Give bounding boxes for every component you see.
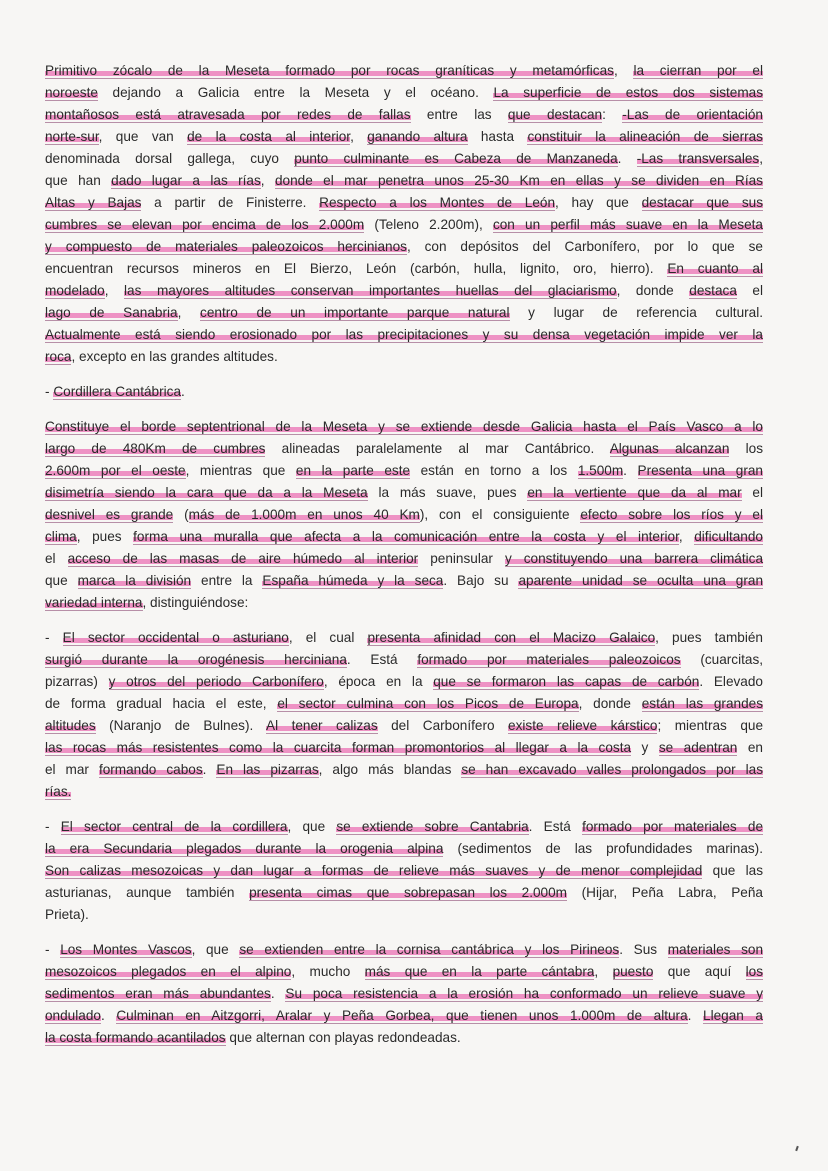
highlighted-text: se adentran	[658, 740, 738, 755]
text-segment: (	[173, 507, 189, 522]
highlighted-text: materiales son	[667, 942, 764, 957]
highlighted-text: En cuanto al	[667, 261, 764, 276]
highlighted-text: se extiende sobre Cantabria	[336, 819, 529, 834]
highlighted-text: Llegan a	[703, 1008, 763, 1023]
text-segment: en	[737, 740, 763, 755]
text-segment: y lugar de referencia cultural.	[509, 305, 764, 320]
highlighted-text: que se formaron las capas de carbón	[433, 674, 700, 689]
highlighted-text: las rocas más resistentes como la cuarcita forman promontorios al llegar a la costa	[45, 740, 632, 755]
text-line	[45, 280, 763, 302]
text-line	[45, 416, 763, 438]
highlighted-text: altitudes	[45, 718, 96, 733]
highlighted-text: Algunas alcanzan	[609, 441, 730, 456]
highlighted-text: las mayores altitudes conservan importantes huellas del glaciarismo	[124, 283, 617, 298]
text-segment: ; mientras que	[657, 718, 764, 733]
highlighted-text: montañosos está atravesada por redes de fallas	[45, 107, 411, 122]
text-line	[45, 236, 763, 258]
text-segment: el	[741, 485, 763, 500]
highlighted-text: España húmeda y la seca	[262, 573, 444, 588]
text-segment: , mientras que	[185, 463, 296, 478]
highlighted-text: disimetría siendo la cara que da a la Meseta	[45, 485, 368, 500]
highlighted-text: -Las de orientación	[622, 107, 763, 122]
paragraph	[45, 627, 763, 803]
paragraph	[45, 60, 763, 368]
text-line	[45, 1005, 763, 1027]
text-segment: .	[100, 1008, 117, 1023]
text-segment: , el cual	[288, 630, 368, 645]
text-segment: .	[617, 151, 637, 166]
text-segment: encuentran recursos mineros en El Bierzo, León (carbón, hulla, lignito, oro, hierro).	[45, 261, 668, 276]
text-segment: que han	[45, 173, 112, 188]
highlighted-text: -Las transversales	[636, 151, 760, 166]
text-segment: .	[181, 384, 185, 399]
highlighted-text: y otros del periodo Carbonífero	[108, 674, 324, 689]
highlighted-text: donde el mar penetra unos 25-30 Km en ellas y se dividen en Rías	[274, 173, 763, 188]
highlighted-text: roca	[45, 349, 72, 364]
paragraph	[45, 416, 763, 614]
highlighted-text: que destacan	[507, 107, 603, 122]
highlighted-text: Al tener calizas	[266, 718, 378, 733]
text-segment: el	[736, 283, 764, 298]
text-segment: . Sus	[619, 942, 668, 957]
highlighted-text: Los Montes Vascos	[60, 942, 192, 957]
text-line	[45, 715, 763, 737]
highlighted-text: El sector occidental o asturiano	[62, 630, 289, 645]
highlighted-text: puesto	[612, 964, 654, 979]
text-line	[45, 1027, 763, 1049]
highlighted-text: lago de Sanabria	[45, 305, 178, 320]
text-line	[45, 381, 763, 403]
highlighted-text: cumbres se elevan por encima de los 2.000m	[45, 217, 365, 232]
highlighted-text: con un perfil más suave en la Meseta	[492, 217, 763, 232]
text-line	[45, 438, 763, 460]
text-segment: alineadas paralelamente al mar Cantábrico.	[265, 441, 610, 456]
text-segment: el	[45, 551, 68, 566]
highlighted-text: rías.	[45, 784, 72, 799]
text-segment: , donde	[616, 283, 690, 298]
text-segment: , que van	[98, 129, 188, 144]
highlighted-text: modelado	[45, 283, 105, 298]
highlighted-text: acceso de las masas de aire húmedo al interior	[67, 551, 419, 566]
highlighted-text: Presenta una gran	[637, 463, 763, 478]
document-page	[45, 60, 763, 1062]
text-segment: ,	[350, 129, 368, 144]
highlighted-text: formado por materiales paleozoicos	[417, 652, 681, 667]
text-line	[45, 302, 763, 324]
highlighted-text: sedimentos eran más abundantes	[45, 986, 271, 1001]
highlighted-text: norte-sur	[45, 129, 99, 144]
text-segment: .	[202, 762, 217, 777]
highlighted-text: Primitivo zócalo de la Meseta formado por rocas graníticas y metamórficas	[45, 63, 614, 78]
text-segment: ,	[678, 529, 695, 544]
highlighted-text: más de 1.000m en unos 40 Km	[188, 507, 420, 522]
highlighted-text: ondulado	[45, 1008, 101, 1023]
highlighted-text: centro de un importante parque natural	[200, 305, 510, 320]
text-segment: la más suave, pues	[367, 485, 528, 500]
text-segment: , pues	[76, 529, 134, 544]
text-segment: entre la	[191, 573, 263, 588]
text-segment: .	[623, 463, 638, 478]
highlighted-text: ganando altura	[367, 129, 468, 144]
highlighted-text: destacar que sus	[641, 195, 763, 210]
text-line	[45, 258, 763, 280]
text-segment: ,	[104, 283, 125, 298]
highlighted-text: dado lugar a las rías	[111, 173, 261, 188]
highlighted-text: Culminan en Aitzgorri, Aralar y Peña Gorbea, que tienen unos 1.000m de altura	[116, 1008, 688, 1023]
text-segment: :	[602, 107, 623, 122]
text-line	[45, 570, 763, 592]
text-line	[45, 649, 763, 671]
highlighted-text: variedad interna	[45, 595, 143, 610]
text-line	[45, 781, 763, 803]
highlighted-text: largo de 480Km de cumbres	[45, 441, 266, 456]
highlighted-text: de la costa al interior	[187, 129, 351, 144]
highlighted-text: Su poca resistencia a la erosión ha conformado un relieve suave y	[285, 986, 764, 1001]
text-line	[45, 504, 763, 526]
text-segment: que alternan con playas redondeadas.	[225, 1030, 461, 1045]
paragraph	[45, 939, 763, 1049]
text-segment: ,	[177, 305, 201, 320]
text-segment: ,	[759, 151, 764, 166]
text-segment: dejando a Galicia entre la Meseta y el océano.	[97, 85, 494, 100]
text-line	[45, 592, 763, 614]
text-segment: del Carbonífero	[377, 718, 509, 733]
highlighted-text: presenta cimas que sobrepasan los 2.000m	[249, 885, 567, 900]
text-segment: que las	[702, 863, 763, 878]
highlighted-text: y compuesto de materiales paleozoicos hercinianos	[45, 239, 407, 254]
text-line	[45, 627, 763, 649]
text-segment: que	[45, 573, 78, 588]
paragraph	[45, 816, 763, 926]
highlighted-text: clima	[45, 529, 77, 544]
text-line	[45, 170, 763, 192]
text-line	[45, 214, 763, 236]
text-segment: , que	[287, 819, 337, 834]
highlighted-text: El sector central de la cordillera	[60, 819, 288, 834]
text-line	[45, 460, 763, 482]
highlighted-text: mesozoicos plegados en el alpino	[45, 964, 292, 979]
text-line	[45, 838, 763, 860]
highlighted-text: destaca	[689, 283, 737, 298]
text-segment: (cuarcitas,	[680, 652, 764, 667]
text-line	[45, 148, 763, 170]
text-segment: -	[45, 819, 61, 834]
text-segment: denominada dorsal gallega, cuyo	[45, 151, 295, 166]
highlighted-text: en la parte este	[295, 463, 411, 478]
highlighted-text: La superficie de estos dos sistemas	[493, 85, 764, 100]
text-segment: -	[45, 942, 61, 957]
highlighted-text: existe relieve kárstico	[508, 718, 658, 733]
text-line	[45, 693, 763, 715]
text-segment: (sedimentos de las profundidades marinas).	[443, 841, 763, 856]
highlighted-text: efecto sobre los ríos y el	[580, 507, 763, 522]
text-line	[45, 324, 763, 346]
highlighted-text: Cordillera Cantábrica	[53, 384, 181, 399]
text-segment: los	[729, 441, 763, 456]
text-segment: están en torno a los	[410, 463, 578, 478]
text-segment: el mar	[45, 762, 99, 777]
text-segment: (Hijar, Peña Labra, Peña	[566, 885, 763, 900]
highlighted-text: en la vertiente que da al mar	[527, 485, 742, 500]
text-segment: .	[270, 986, 286, 1001]
text-segment: ,	[594, 964, 613, 979]
text-segment: y	[631, 740, 659, 755]
text-segment: , época en la	[323, 674, 434, 689]
text-segment: , donde	[578, 696, 642, 711]
text-segment: (Naranjo de Bulnes).	[95, 718, 266, 733]
text-line	[45, 346, 763, 368]
highlighted-text: forma una muralla que afecta a la comunicación entre la costa y el interior	[133, 529, 679, 544]
highlighted-text: noroeste	[45, 85, 98, 100]
highlighted-text: la costa formando acantilados	[45, 1030, 226, 1045]
text-segment: , con depósitos del Carbonífero, por lo que se	[406, 239, 763, 254]
section-heading	[45, 381, 763, 403]
text-line	[45, 816, 763, 838]
text-line	[45, 104, 763, 126]
highlighted-text: la era Secundaria plegados durante la orogenia alpina	[45, 841, 444, 856]
text-segment: entre las	[410, 107, 508, 122]
text-segment: , algo más blandas	[318, 762, 462, 777]
text-segment: .	[687, 1008, 704, 1023]
text-line	[45, 882, 763, 904]
highlighted-text: y constituyendo una barrera climática	[504, 551, 764, 566]
text-line	[45, 548, 763, 570]
text-segment: que aquí	[653, 964, 746, 979]
text-segment: , distinguiéndose:	[142, 595, 249, 610]
text-segment: , hay que	[555, 195, 642, 210]
text-line	[45, 904, 763, 926]
highlighted-text: los	[745, 964, 763, 979]
highlighted-text: la cierran por el	[633, 63, 763, 78]
highlighted-text: 2.600m por el oeste	[45, 463, 186, 478]
text-line	[45, 737, 763, 759]
text-line	[45, 526, 763, 548]
text-segment: ), con el consiguiente	[419, 507, 581, 522]
text-segment: Prieta).	[45, 907, 89, 922]
highlighted-text: formando cabos	[98, 762, 203, 777]
text-segment: pizarras)	[45, 674, 109, 689]
text-line	[45, 983, 763, 1005]
text-line	[45, 961, 763, 983]
text-segment: de forma gradual hacia el este,	[45, 696, 278, 711]
text-segment: , pues también	[655, 630, 763, 645]
text-line	[45, 126, 763, 148]
highlighted-text: se han excavado valles prolongados por las	[461, 762, 764, 777]
highlighted-text: surgió durante la orogénesis herciniana	[45, 652, 347, 667]
text-line	[45, 671, 763, 693]
text-segment: -	[45, 384, 54, 399]
highlighted-text: 1.500m	[577, 463, 624, 478]
text-line	[45, 60, 763, 82]
text-segment: . Elevado	[699, 674, 763, 689]
highlighted-text: marca la división	[77, 573, 192, 588]
text-segment: , excepto en las grandes altitudes.	[71, 349, 278, 364]
highlighted-text: más que en la parte cántabra	[364, 964, 595, 979]
highlighted-text: presenta afinidad con el Macizo Galaico	[367, 630, 656, 645]
text-line	[45, 192, 763, 214]
text-line	[45, 482, 763, 504]
highlighted-text: Constituye el borde septentrional de la Meseta y se extiende desde Galicia hasta el País Vasco a lo	[45, 419, 763, 434]
text-segment: , mucho	[291, 964, 365, 979]
text-segment: , que	[191, 942, 240, 957]
text-segment: . Está	[528, 819, 583, 834]
highlighted-text: Actualmente está siendo erosionado por las precipitaciones y su densa vegetación impide ver la	[45, 327, 763, 342]
highlighted-text: punto culminante es Cabeza de Manzaneda	[294, 151, 618, 166]
text-line	[45, 860, 763, 882]
highlighted-text: En las pizarras	[216, 762, 319, 777]
highlighted-text: constituir la alineación de sierras	[527, 129, 763, 144]
highlighted-text: aparente unidad se oculta una gran	[518, 573, 764, 588]
highlighted-text: Respecto a los Montes de León	[319, 195, 556, 210]
highlighted-text: Altas y Bajas	[45, 195, 142, 210]
highlighted-text: el sector culmina con los Picos de Europa	[277, 696, 579, 711]
text-segment: . Bajo su	[443, 573, 519, 588]
text-line	[45, 759, 763, 781]
text-segment: asturianas, aunque también	[45, 885, 250, 900]
highlighted-text: Son calizas mesozoicas y dan lugar a formas de relieve más suaves y de menor complejidad	[45, 863, 703, 878]
highlighted-text: desnivel es grande	[45, 507, 174, 522]
text-segment: peninsular	[418, 551, 505, 566]
text-segment: ,	[260, 173, 275, 188]
scan-mark	[795, 1146, 799, 1151]
text-segment: -	[45, 630, 63, 645]
text-segment: a partir de Finisterre.	[141, 195, 320, 210]
highlighted-text: se extienden entre la cornisa cantábrica y los Pirineos	[239, 942, 620, 957]
text-segment: (Teleno 2.200m),	[364, 217, 493, 232]
text-segment: hasta	[467, 129, 528, 144]
text-segment: . Está	[346, 652, 418, 667]
highlighted-text: están las grandes	[641, 696, 763, 711]
highlighted-text: formado por materiales de	[582, 819, 764, 834]
text-line	[45, 82, 763, 104]
highlighted-text: dificultando	[694, 529, 763, 544]
text-line	[45, 939, 763, 961]
text-segment: ,	[613, 63, 634, 78]
